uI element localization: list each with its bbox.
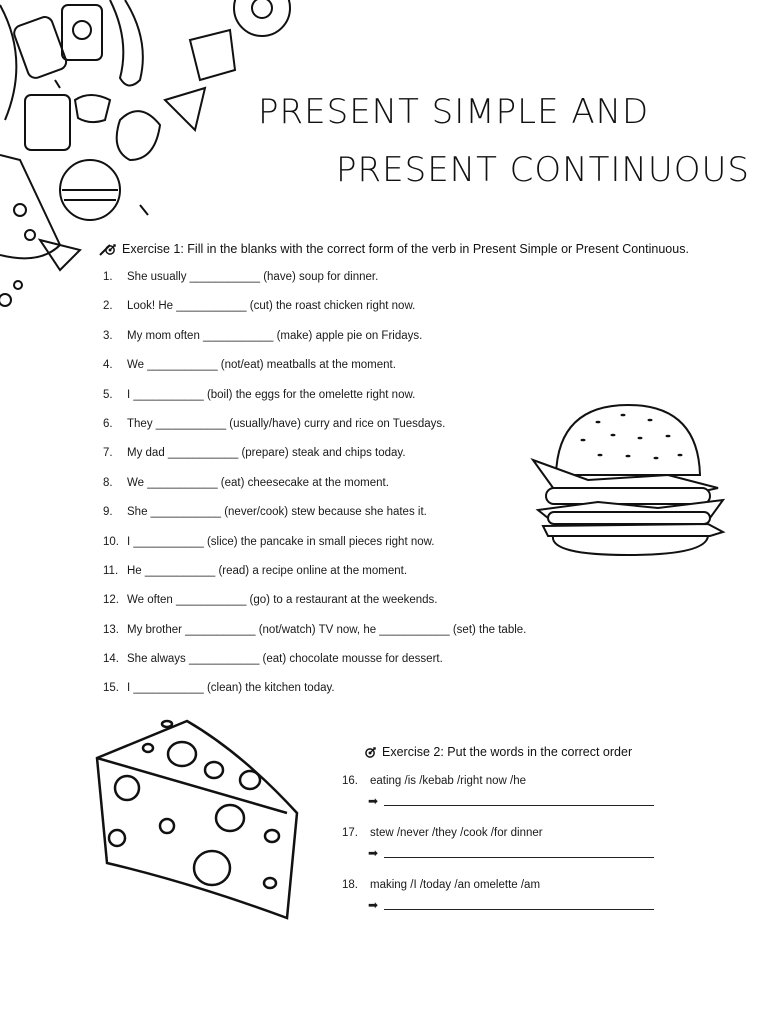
item-text: I ___________ (slice) the pancake in small pieces right now.: [127, 535, 435, 548]
list-item: [342, 827, 654, 879]
item-number: 5.: [103, 388, 113, 401]
item-text: We ___________ (not/eat) meatballs at the moment.: [127, 359, 396, 372]
item-text: We often ___________ (go) to a restaurant at the weekends.: [127, 594, 438, 607]
list-item: [103, 418, 526, 447]
item-number: 2.: [103, 300, 113, 313]
item-text: My dad ___________ (prepare) steak and chips today.: [127, 447, 406, 460]
item-text: making /I /today /an omelette /am: [370, 879, 541, 891]
item-text: stew /never /they /cook /for dinner: [370, 827, 543, 839]
item-number: 17.: [342, 827, 358, 839]
item-number: 15.: [103, 682, 119, 695]
list-item: [342, 879, 654, 931]
list-item: [103, 300, 526, 329]
list-item: [103, 682, 526, 711]
exercise-1-list: [103, 271, 526, 712]
list-item: [103, 447, 526, 476]
hamburger-illustration: [528, 400, 728, 560]
answer-blank[interactable]: [384, 900, 654, 910]
item-text: They ___________ (usually/have) curry and rice on Tuesdays.: [127, 417, 446, 430]
list-item: [103, 565, 526, 594]
item-text: She usually ___________ (have) soup for dinner.: [127, 271, 379, 283]
item-text: She always ___________ (eat) chocolate mousse for dessert.: [127, 653, 443, 666]
target-icon: [105, 244, 116, 255]
item-text: I ___________ (clean) the kitchen today.: [127, 682, 335, 695]
arrow-icon: ➡: [368, 846, 379, 860]
item-number: 10.: [103, 535, 119, 548]
exercise-2-heading: [365, 745, 632, 759]
item-text: He ___________ (read) a recipe online at the moment.: [127, 564, 408, 577]
list-item: [103, 653, 526, 682]
target-icon: [365, 747, 376, 758]
exercise-2-instruction: Exercise 2: Put the words in the correct order: [382, 745, 633, 759]
item-number: 1.: [103, 271, 113, 283]
item-number: 13.: [103, 623, 119, 636]
item-number: 9.: [103, 506, 113, 519]
item-number: 14.: [103, 653, 119, 666]
item-text: I ___________ (boil) the eggs for the omelette right now.: [127, 388, 416, 401]
item-text: We ___________ (eat) cheesecake at the moment.: [127, 476, 389, 489]
list-item: [103, 271, 526, 300]
item-text: Look! He ___________ (cut) the roast chicken right now.: [127, 300, 416, 313]
list-item: [103, 389, 526, 418]
list-item: [103, 477, 526, 506]
item-text: My brother ___________ (not/watch) TV now, he ___________ (set) the table.: [127, 623, 527, 636]
answer-blank[interactable]: [384, 796, 654, 806]
list-item: [103, 506, 526, 535]
arrow-icon: ➡: [368, 898, 379, 912]
list-item: [103, 359, 526, 388]
item-number: 4.: [103, 359, 113, 372]
item-number: 6.: [103, 417, 113, 430]
list-item: [342, 775, 654, 827]
item-text: My mom often ___________ (make) apple pie on Fridays.: [127, 329, 423, 342]
item-number: 16.: [342, 775, 358, 787]
answer-line[interactable]: [368, 898, 654, 912]
exercise-2-list: [342, 775, 654, 931]
arrow-icon: ➡: [368, 794, 379, 808]
item-number: 12.: [103, 594, 119, 607]
item-number: 18.: [342, 879, 358, 891]
page-title-line-1: PRESENT SIMPLE AND: [258, 92, 650, 132]
list-item: [103, 624, 526, 653]
list-item: [103, 330, 526, 359]
list-item: [103, 594, 526, 623]
item-number: 8.: [103, 476, 113, 489]
exercise-1-instruction: Exercise 1: Fill in the blanks with the correct form of the verb in Present Simple or Present Continuous.: [122, 242, 689, 256]
page-title-line-2: PRESENT CONTINUOUS: [336, 150, 750, 190]
exercise-1-heading: [105, 242, 689, 256]
cheese-illustration: [92, 718, 304, 922]
answer-line[interactable]: [368, 794, 654, 808]
list-item: [103, 536, 526, 565]
item-number: 3.: [103, 329, 113, 342]
item-number: 7.: [103, 447, 113, 460]
answer-line[interactable]: [368, 846, 654, 860]
answer-blank[interactable]: [384, 848, 654, 858]
item-text: She ___________ (never/cook) stew because she hates it.: [127, 506, 427, 519]
item-number: 11.: [103, 564, 119, 577]
item-text: eating /is /kebab /right now /he: [370, 775, 526, 787]
